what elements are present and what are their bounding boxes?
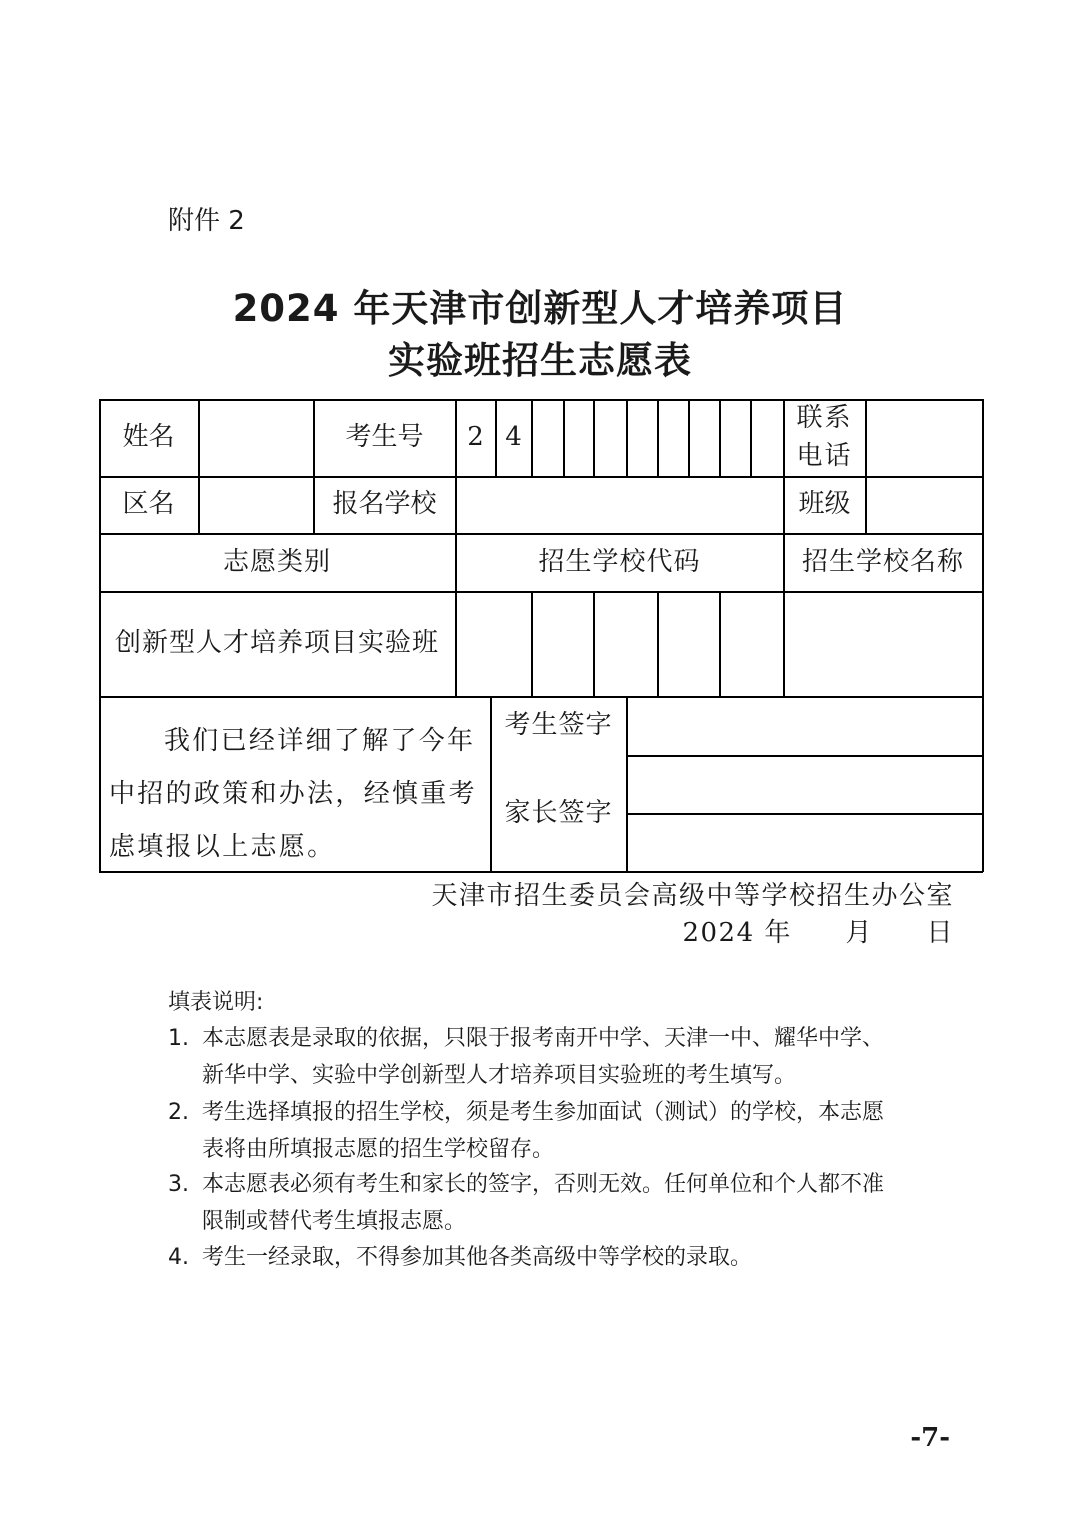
note-text-line1: 本志愿表必须有考生和家长的签字，否则无效。任何单位和个人都不准: [202, 1172, 885, 1197]
table-border-right: [982, 399, 984, 872]
note-text-line1: 考生选择填报的招生学校，须是考生参加面试（测试）的学校，本志愿: [202, 1100, 885, 1125]
student-signature-label: 考生签字: [504, 710, 613, 741]
issue-date: [682, 912, 954, 949]
phone-label-line2: 电话: [796, 440, 853, 471]
school-code-digit-3[interactable]: [594, 592, 657, 696]
phone-label: [784, 399, 865, 476]
exam-no-digit-8[interactable]: [689, 399, 719, 476]
note-number: 4.: [168, 1245, 189, 1270]
name-label: 姓名: [122, 421, 175, 452]
form-title-line1: 2024 年天津市创新型人才培养项目: [232, 287, 848, 330]
note-item: [168, 1020, 968, 1094]
exam-no-label: 考生号: [345, 421, 424, 452]
phone-field[interactable]: [866, 399, 982, 476]
exam-no-digit-9[interactable]: [720, 399, 750, 476]
school-code-header: 招生学校代码: [538, 546, 701, 577]
exam-no-digit-6[interactable]: [627, 399, 657, 476]
statement-text: 我们已经详细了解了今年中招的政策和办法，经慎重考虑填报以上志愿。: [109, 726, 477, 862]
district-field[interactable]: [199, 477, 313, 533]
application-form-table: [99, 399, 983, 872]
statement-cell: [99, 697, 490, 871]
program-name: 创新型人才培养项目实验班: [114, 628, 439, 659]
class-label: 班级: [798, 489, 851, 520]
note-text-line2: 表将由所填报志愿的招生学校留存。: [202, 1137, 555, 1162]
exam-no-digit-2[interactable]: 4: [505, 421, 522, 452]
page-number: -7-: [910, 1423, 950, 1453]
note-text-line2: 限制或替代考生填报志愿。: [202, 1209, 467, 1234]
school-code-digit-1[interactable]: [456, 592, 531, 696]
registered-school-field[interactable]: [456, 477, 783, 533]
name-field[interactable]: [199, 399, 313, 476]
registered-school-label: 报名学校: [332, 489, 437, 520]
category-header: 志愿类别: [222, 546, 331, 577]
parent-signature-field-1[interactable]: [627, 756, 982, 813]
district-label: 区名: [122, 489, 175, 520]
note-number: 1.: [168, 1026, 189, 1051]
attachment-label: 附件 2: [168, 206, 245, 236]
note-number: 3.: [168, 1172, 189, 1197]
note-text-line1: 考生一经录取，不得参加其他各类高级中等学校的录取。: [202, 1245, 753, 1270]
note-item: [168, 1166, 968, 1240]
school-code-digit-2[interactable]: [532, 592, 593, 696]
school-name-field[interactable]: [784, 592, 982, 696]
exam-no-digit-4[interactable]: [564, 399, 593, 476]
school-code-digit-4[interactable]: [658, 592, 719, 696]
notes-title: 填表说明:: [168, 990, 264, 1015]
date-day: 日: [926, 918, 954, 948]
student-signature-field[interactable]: [627, 697, 982, 755]
parent-signature-field-2[interactable]: [627, 814, 982, 871]
note-item: [168, 1094, 968, 1168]
form-title-line2: 实验班招生志愿表: [388, 339, 692, 382]
issuing-office: 天津市招生委员会高级中等学校招生办公室: [431, 881, 954, 911]
digit-divider-9: [750, 399, 752, 476]
note-item: [168, 1239, 968, 1276]
school-code-digit-5[interactable]: [720, 592, 783, 696]
note-text-line1: 本志愿表是录取的依据，只限于报考南开中学、天津一中、耀华中学、: [202, 1026, 885, 1051]
school-name-header: 招生学校名称: [801, 546, 964, 577]
exam-no-digit-5[interactable]: [594, 399, 626, 476]
date-year: 2024 年: [682, 918, 792, 948]
exam-no-digit-7[interactable]: [658, 399, 688, 476]
note-number: 2.: [168, 1100, 189, 1125]
parent-signature-label: 家长签字: [504, 797, 613, 828]
exam-no-digit-1[interactable]: 2: [467, 421, 484, 452]
class-field[interactable]: [866, 477, 982, 533]
date-month: 月: [845, 918, 873, 948]
phone-label-line1: 联系: [796, 402, 853, 433]
note-text-line2: 新华中学、实验中学创新型人才培养项目实验班的考生填写。: [202, 1063, 797, 1088]
exam-no-digit-3[interactable]: [532, 399, 563, 476]
